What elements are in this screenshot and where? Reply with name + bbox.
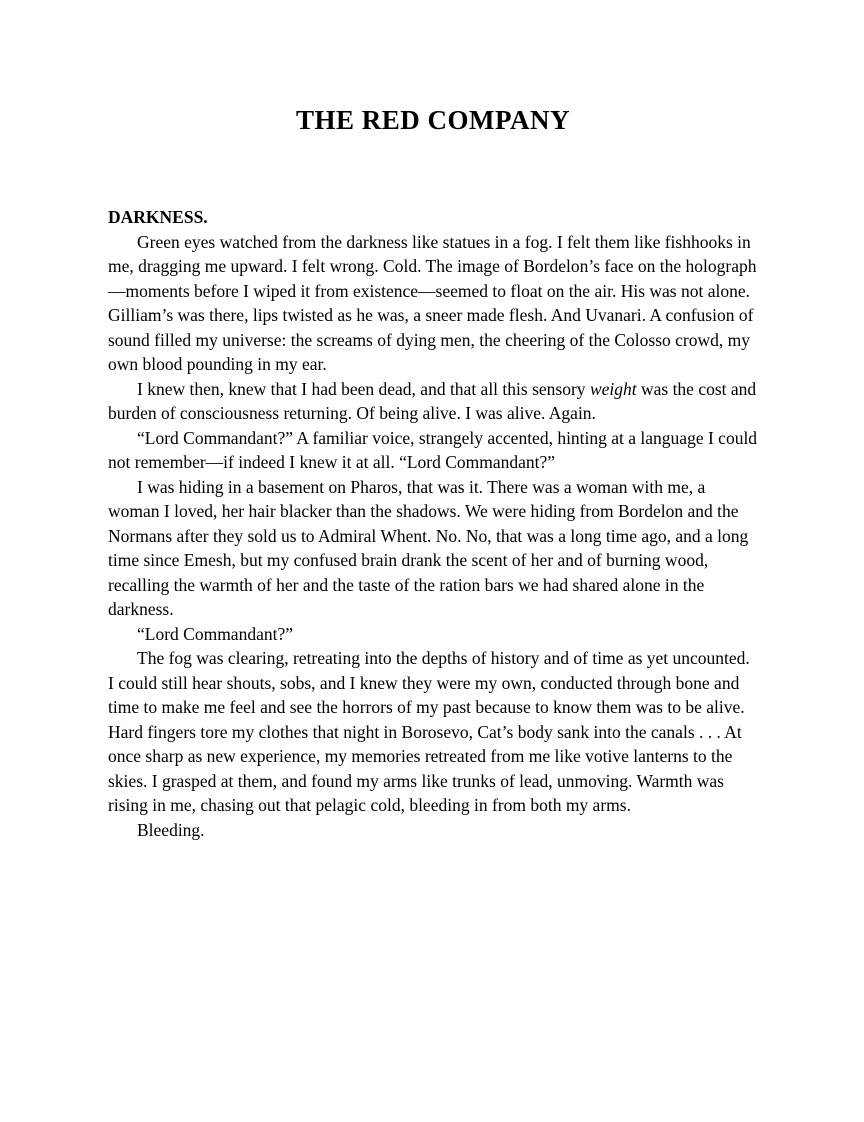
paragraph — [108, 818, 758, 843]
text-run: I was hiding in a basement on Pharos, that was it. There was a woman with me, a woman I loved, her hair blacker than the shadows. We were hiding from Bordelon and the Normans after they sold us to Admiral Whent. No. No, that was a long time ago, and a long time since Emesh, but my confused brain drank the scent of her and of burning wood, recalling the warmth of her and the taste of the ration bars we had shared alone in the darkness. — [108, 476, 749, 619]
text-run: “Lord Commandant?” A familiar voice, strangely accented, hinting at a language I could not remember—if indeed I knew it at all. “Lord Commandant?” — [108, 427, 758, 472]
paragraph — [108, 622, 758, 647]
paragraphs-container — [108, 230, 758, 843]
body-text — [108, 205, 758, 842]
paragraph — [108, 426, 758, 475]
paragraph — [108, 646, 758, 818]
text-run: I knew then, knew that I had been dead, and that all this sensory — [137, 378, 590, 399]
section-heading: DARKNESS. — [108, 207, 208, 227]
text-run: Bleeding. — [137, 819, 205, 840]
text-run: was the cost and burden of consciousness returning. Of being alive. I was alive. Again. — [108, 378, 757, 423]
text-run: “Lord Commandant?” — [137, 623, 293, 644]
paragraph — [108, 377, 758, 426]
chapter-title: THE RED COMPANY — [296, 105, 570, 135]
text-run: Green eyes watched from the darkness like statues in a fog. I felt them like fishhooks in me, dragging me upward. I felt wrong. Cold. The image of Bordelon’s face on the holograph—moments before I wiped it from existence—seemed to float on the air. His was not alone. Gilliam’s was there, lips twisted as he was, a sneer made flesh. And Uvanari. A confusion of sound filled my universe: the screams of dying men, the cheering of the Colosso crowd, my own blood pounding in my ear. — [108, 231, 757, 374]
italic-text: weight — [589, 378, 637, 399]
page-content — [108, 103, 758, 842]
paragraph — [108, 230, 758, 377]
text-run: The fog was clearing, retreating into the depths of history and of time as yet uncounted. I could still hear shouts, sobs, and I knew they were my own, conducted through bone and time to make me feel and see the horrors of my past because to know them was to be alive. Hard fingers tore my clothes that night in Borosevo, Cat’s body sank into the canals . . . At once sharp as new experience, my memories retreated from me like votive lanterns to the skies. I grasped at them, and found my arms like trunks of lead, unmoving. Warmth was rising in me, chasing out that pelagic cold, bleeding in from both my arms. — [108, 648, 750, 815]
paragraph — [108, 475, 758, 622]
